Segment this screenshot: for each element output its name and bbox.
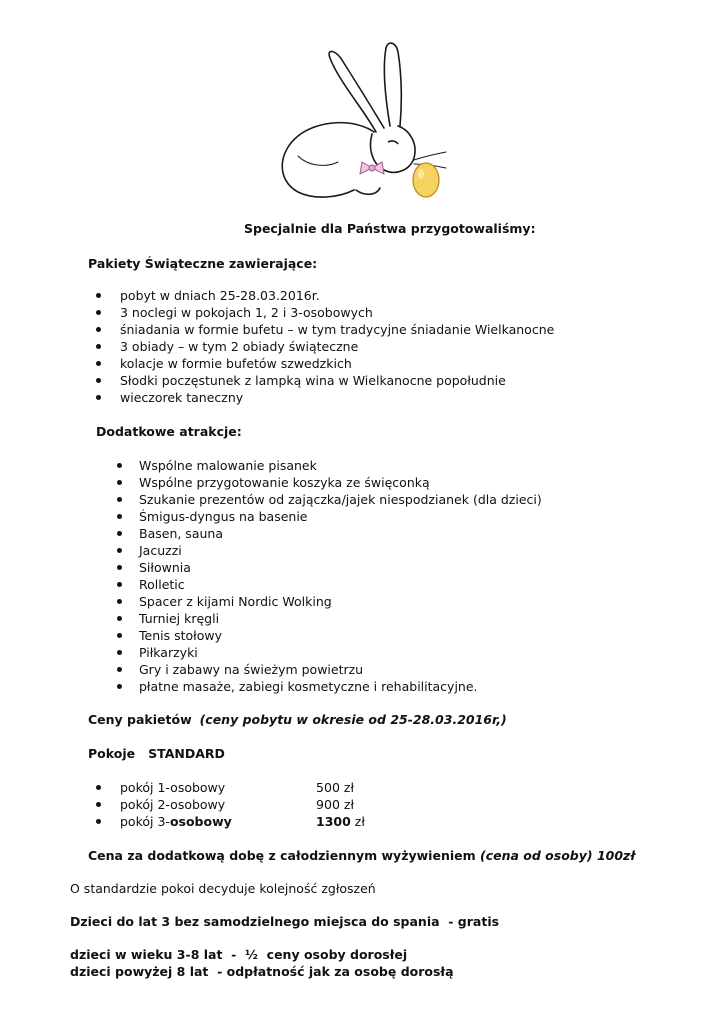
room-price-bold: 1300 (316, 814, 351, 829)
prices-title: Ceny pakietów (88, 712, 192, 727)
packages-title: Pakiety Świąteczne zawierające: (88, 256, 318, 271)
list-item: płatne masaże, zabiegi kosmetyczne i rehabilitacyjne. (139, 678, 542, 695)
list-item: 3 obiady – w tym 2 obiady świąteczne (120, 338, 554, 355)
list-item: Rolletic (139, 576, 542, 593)
extra-day-note: (cena od osoby) (480, 848, 593, 863)
list-item: Wspólne malowanie pisanek (139, 457, 542, 474)
list-item: Wspólne przygotowanie koszyka ze święconką (139, 474, 542, 491)
room-price: 500 zł (316, 780, 354, 795)
kids-under3-note: Dzieci do lat 3 bez samodzielnego miejsca do spania - gratis (70, 914, 500, 929)
list-item: Turniej kręgli (139, 610, 542, 627)
room-name: pokój 2-osobowy (120, 797, 226, 812)
easter-bunny-illustration (268, 40, 448, 205)
list-item: Gry i zabawy na świeżym powietrzu (139, 661, 542, 678)
attractions-title: Dodatkowe atrakcje: (96, 424, 242, 439)
list-item: pobyt w dniach 25-28.03.2016r. (120, 287, 554, 304)
kids-3-8-note: dzieci w wieku 3-8 lat - ½ ceny osoby dorosłej (70, 947, 408, 962)
room-prices-list (120, 779, 365, 830)
kids-over8-note: dzieci powyżej 8 lat - odpłatność jak za osobę dorosłą (70, 964, 454, 979)
extra-day-text: Cena za dodatkową dobę z całodziennym wyżywieniem (88, 848, 476, 863)
room-price-row (120, 813, 365, 830)
room-name-prefix: pokój 3- (120, 814, 170, 829)
room-price-row (120, 779, 354, 796)
room-name: pokój 1-osobowy (120, 780, 226, 795)
attractions-list (139, 457, 542, 695)
packages-list (120, 287, 554, 406)
room-type-title: Pokoje STANDARD (88, 746, 225, 761)
list-item: Siłownia (139, 559, 542, 576)
list-item: Słodki poczęstunek z lampką wina w Wielkanocne popołudnie (120, 372, 554, 389)
room-price: 900 zł (316, 797, 354, 812)
prices-heading (88, 711, 507, 728)
prices-note: (ceny pobytu w okresie od 25-28.03.2016r,) (199, 712, 507, 727)
room-price-unit: zł (350, 814, 365, 829)
list-item: 3 noclegi w pokojach 1, 2 i 3-osobowych (120, 304, 554, 321)
list-item: kolacje w formie bufetów szwedzkich (120, 355, 554, 372)
extra-day-price: 100zł (596, 848, 636, 863)
room-name-bold: osobowy (169, 814, 232, 829)
list-item: Szukanie prezentów od zajączka/jajek niespodzianek (dla dzieci) (139, 492, 542, 507)
main-heading: Specjalnie dla Państwa przygotowaliśmy: (244, 221, 536, 236)
list-item: Jacuzzi (139, 542, 542, 559)
room-name (120, 813, 316, 830)
list-item: Basen, sauna (139, 525, 542, 542)
list-item: Tenis stołowy (139, 627, 542, 644)
room-price-row (120, 796, 354, 813)
standard-note: O standardzie pokoi decyduje kolejność zgłoszeń (70, 881, 376, 896)
extra-day-line (88, 847, 635, 864)
list-item: Piłkarzyki (139, 644, 542, 661)
list-item: wieczorek taneczny (120, 389, 554, 406)
room-price (316, 813, 365, 830)
list-item: Śmigus-dyngus na basenie (139, 508, 542, 525)
list-item: Spacer z kijami Nordic Wolking (139, 593, 542, 610)
list-item: śniadania w formie bufetu – w tym tradycyjne śniadanie Wielkanocne (120, 322, 555, 337)
